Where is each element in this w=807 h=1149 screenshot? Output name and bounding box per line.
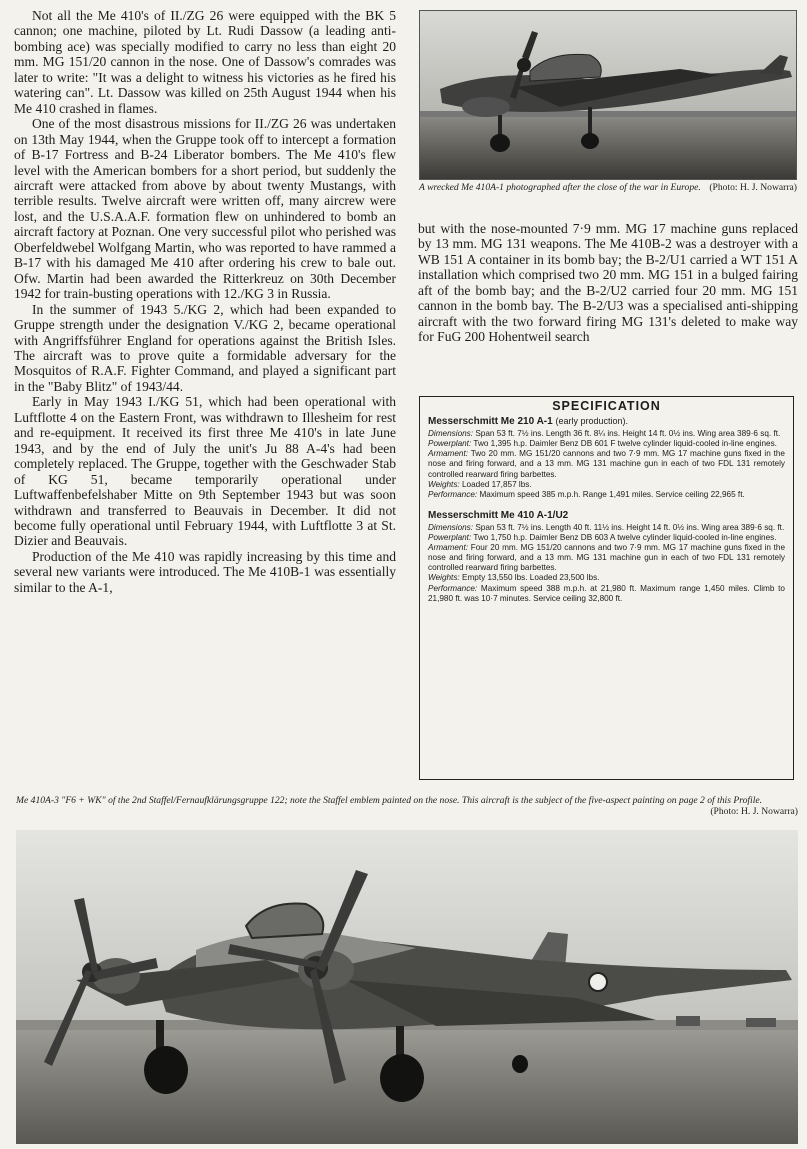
model-1-armament	[428, 449, 785, 479]
weights-value: Loaded 17,857 lbs.	[461, 479, 532, 489]
dimensions-label: Dimensions:	[428, 429, 474, 439]
bottom-photo-caption-block	[16, 796, 798, 818]
weights-value: Empty 13,550 lbs. Loaded 23,500 lbs.	[461, 573, 600, 583]
dimensions-label: Dimensions:	[428, 522, 474, 532]
model-2-armament	[428, 543, 785, 573]
armament-value: Four 20 mm. MG 151/20 cannons and two 7·9 mm. MG 17 machine guns fixed in the nose and firing forward, and a 13 mm. MG 131 machine gun in each of two FDL 131 remotely controlled rearward firing barbettes.	[428, 543, 786, 573]
performance-value: Maximum speed 388 m.p.h. at 21,980 ft. Maximum range 1,450 miles. Climb to 21,980 ft. was 10·7 minutes. Service ceiling 32,800 ft.	[428, 583, 785, 603]
specification-title: SPECIFICATION	[552, 399, 661, 413]
dimensions-value: Span 53 ft. 7½ ins. Length 40 ft. 11½ ins. Height 14 ft. 0½ ins. Wing area 389·6 sq. ft.	[475, 522, 785, 532]
model-2-heading: Messerschmitt Me 410 A-1/U2	[428, 509, 569, 521]
model-1-dimensions	[428, 429, 785, 439]
weights-label: Weights:	[428, 573, 460, 583]
model-1-powerplant	[428, 439, 785, 449]
bottom-photo-caption: Me 410A-3 "F6 + WK" of the 2nd Staffel/Fernaufklärungsgruppe 122; note the Staffel emblem painted on the nose. This aircraft is the subject of the five-aspect painting on page 2 of this Profile.	[16, 795, 763, 806]
performance-label: Performance:	[428, 583, 478, 593]
model-1-performance	[428, 490, 785, 500]
model-1-heading	[428, 416, 785, 427]
performance-value: Maximum speed 385 m.p.h. Range 1,491 miles. Service ceiling 22,965 ft.	[479, 489, 745, 499]
top-photo-caption-block	[419, 183, 797, 194]
bottom-photo-credit: (Photo: H. J. Nowarra)	[710, 805, 798, 817]
top-photo-caption: A wrecked Me 410A-1 photographed after the close of the war in Europe.	[419, 182, 701, 193]
paragraph-production: Production of the Me 410 was rapidly increasing by this time and several new variants were introduced. The Me 410B-1 was essentially similar to the A-1,	[14, 548, 396, 595]
me410-airfield-illustration	[16, 830, 798, 1144]
model-1-name: Messerschmitt Me 210 A-1	[428, 416, 553, 428]
right-text-column	[418, 221, 798, 345]
armament-value: Two 20 mm. MG 151/20 cannons and two 7·9 mm. MG 17 machine guns fixed in the nose and firing forward, and a 13 mm. MG 131 machine gun in each of two FDL 131 remotely controlled rearward firing barbettes.	[428, 449, 785, 479]
model-2-performance	[428, 584, 785, 604]
paragraph-kg51: Early in May 1943 I./KG 51, which had been operational with Luftflotte 4 on the Eastern Front, was withdrawn to Illesheim for rest and re-equipment. It received its first three Me 410's in late June 1943, and by the end of July the unit's Ju 88 A-4's had been completely replaced. The Gruppe, together with the Geschwader Stab of KG 51, became temporarily operational under Luftwaffenbefelshaber Mitte on 9th September 1943 but was soon withdrawn and transferred to Beauvais in December. It did not become fully operational until February 1944, with Luftflotte 3 at St. Dizier and Beauvais.	[14, 394, 396, 549]
paragraph-b-variants: but with the nose-mounted 7·9 mm. MG 17 machine guns replaced by 13 mm. MG 131 weapons. The Me 410B-2 was a destroyer with a WB 151 A container in its bomb bay; the B-2/U1 carried a WT 151 A installation which comprised two 20 mm. MG 151 in a bulged fairing aft of the bomb bay; and the B-2/U2 carried four 20 mm. MG 151 cannon in the bomb bay. The B-2/U3 was a specialised anti-shipping aircraft with the two forward firing MG 131's deleted to make way for FuG 200 Hohentweil search	[418, 221, 798, 345]
left-text-column	[14, 8, 396, 595]
top-photo-credit: (Photo: H. J. Nowarra)	[709, 182, 797, 193]
model-1-weights	[428, 480, 785, 490]
powerplant-value: Two 1,395 h.p. Daimler Benz DB 601 F twelve cylinder liquid-cooled in-line engines.	[473, 439, 777, 449]
model-2-dimensions	[428, 523, 785, 533]
paragraph-dassow: Not all the Me 410's of II./ZG 26 were equipped with the BK 5 cannon; one machine, piloted by Lt. Rudi Dassow (a leading anti-bombing ace) was specially modified to carry no less than eight 20 mm. MG 151/20 cannon in the nose. One of Dassow's comrades was later to write: "It was a delight to witness his victories as he fired his watering can". Lt. Dassow was killed on 25th August 1944 when his Me 410 crashed in flames.	[14, 8, 396, 116]
model-2-weights	[428, 573, 785, 583]
model-1-note: (early production).	[555, 416, 629, 427]
model-2-powerplant	[428, 533, 785, 543]
powerplant-label: Powerplant:	[428, 439, 472, 449]
performance-label: Performance:	[428, 489, 478, 499]
specification-box	[419, 396, 794, 780]
wrecked-aircraft-photo	[419, 10, 797, 180]
paragraph-disastrous-mission: One of the most disastrous missions for II./ZG 26 was undertaken on 13th May 1944, when the Gruppe took off to intercept a formation of B-17 Fortress and B-24 Liberator bombers. The Me 410's flew level with the American bombers for a short period, but suddenly the aircraft were attacked from above by about twenty Mustangs, with terrible results. Twelve aircraft were written off, many aircrew were lost, and the U.S.A.A.F. formation flew on unhindered to bomb an aircraft factory at Poznan. One very successful pilot who perished was Oberfeldwebel Wolfgang Martin, who was reported to have rammed a B-17 with his damaged Me 410 after ordering his crew to bale out. Ofw. Martin had been awarded the Ritterkreuz on 30th December 1942 for train-busting operations with 12./KG 3 in Russia.	[14, 116, 396, 302]
me410-on-airfield-photo	[16, 830, 798, 1144]
wrecked-aircraft-illustration	[420, 11, 796, 179]
powerplant-label: Powerplant:	[428, 533, 472, 543]
weights-label: Weights:	[428, 479, 460, 489]
powerplant-value: Two 1,750 h.p. Daimler Benz DB 603 A twelve cylinder liquid-cooled in-line engines.	[473, 533, 777, 543]
paragraph-kg2: In the summer of 1943 5./KG 2, which had been expanded to Gruppe strength under the designation V./KG 2, became operational with Angriffsführer England for operations against the British Isles. The aircraft was to prove quite a formidable adversary for the Mosquitos of R.A.F. Fighter Command, and played a significant part in the "Baby Blitz" of 1943/44.	[14, 301, 396, 394]
armament-label: Armament:	[428, 449, 469, 459]
armament-label: Armament:	[428, 543, 469, 553]
dimensions-value: Span 53 ft. 7½ ins. Length 36 ft. 8¼ ins. Height 14 ft. 0½ ins. Wing area 389·6 sq. ft.	[475, 429, 781, 439]
